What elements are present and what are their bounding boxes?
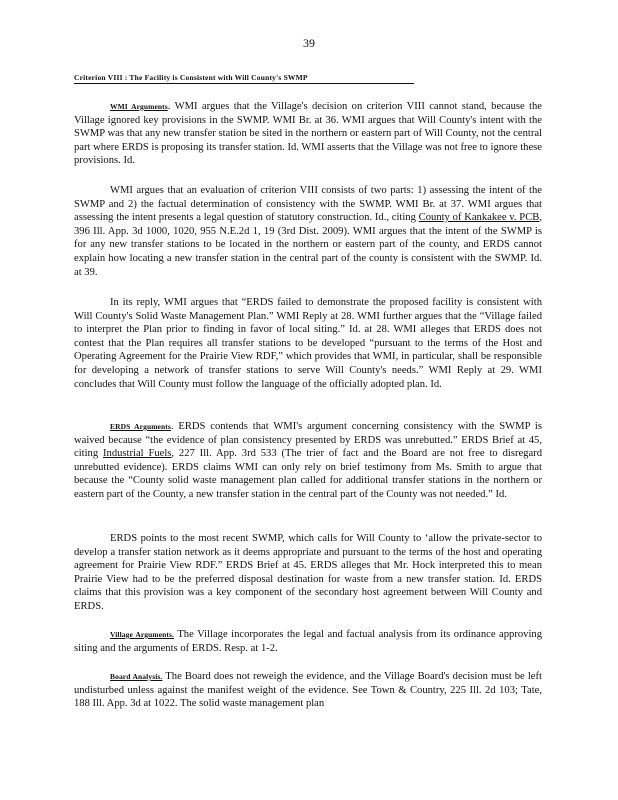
paragraph-text: ERDS points to the most recent SWMP, which calls for Will County to ‘allow the private-sector to develop a transfer station network as it deems appropriate and pursuant to the terms of the host and operating agreement for Prairie View RDF.” ERDS Brief at 45. ERDS alleges that Mr. Hock interpreted this to mean Prairie View had to be the preferred disposal destination for waste from a new transfer station. Id. ERDS claims that this provision was a key component of the secondary host agreement between Will County and ERDS. bbox=[74, 533, 542, 612]
paragraph-lead: ERDS Arguments bbox=[110, 422, 171, 431]
paragraph-text: , 396 Ill. App. 3d 1000, 1020, 955 N.E.2d 1, 19 (3rd Dist. 2009). WMI argues that the intent of the SWMP is for any new transfer stations to be located in the northern or eastern part of the county, and ERDS cannot explain how locating a new transfer station in the central part of the county is consistent with the SWMP. Id. at 39. bbox=[74, 212, 542, 278]
page-number: 39 bbox=[303, 36, 315, 50]
paragraph-erds-arguments bbox=[74, 420, 542, 502]
paragraph-wmi-arguments bbox=[74, 100, 542, 168]
paragraph-text: The Board does not reweigh the evidence, and the Village Board's decision must be left undisturbed unless against the manifest weight of the evidence. See Town & Country, 225 Ill. 2d 103; Tate, 188 Ill. App. 3d at 1022. The solid waste management plan bbox=[74, 671, 542, 710]
paragraph-text: WMI argues that an evaluation of criterion VIII consists of two parts: 1) assessing the intent of the SWMP and 2) the factual determination of consistency with the SWMP. WMI Br. at 37. WMI argues that assessing the intent presents a legal question of statutory construction. Id., citing bbox=[74, 185, 542, 224]
paragraph-lead: Board Analysis. bbox=[110, 672, 163, 681]
paragraph-text: . WMI argues that the Village's decision on criterion VIII cannot stand, because the Village ignored key provisions in the SWMP. WMI Br. at 36. WMI argues that Will County's intent with the SWMP was that any new transfer station be sited in the northern or eastern part of Will County, not the central part where ERDS is proposing its transfer station. Id. WMI asserts that the Village was not free to ignore these provisions. Id. bbox=[74, 101, 542, 167]
case-citation: Industrial Fuels bbox=[103, 448, 172, 460]
paragraph-text: , 227 Ill. App. 3rd 533 (The trier of fact and the Board are not free to disregard unrebutted evidence). ERDS claims WMI can only rely on brief testimony from Ms. Smith to argue that because the “County solid waste management plan called for additional transfer stations in the northern or eastern part of the County, a new transfer station in the central part of the County was not needed.” Id. bbox=[74, 448, 543, 500]
paragraph-lead: WMI Arguments bbox=[110, 102, 168, 111]
paragraph-village-arguments bbox=[74, 628, 542, 655]
paragraph-wmi-reply bbox=[74, 296, 542, 391]
paragraph-criterion-evaluation bbox=[74, 184, 542, 279]
paragraph-text: . ERDS contends that WMI's argument concerning consistency with the SWMP is waived because “the evidence of plan consistency presented by ERDS was unrebutted.” ERDS Brief at 45, citing bbox=[74, 421, 542, 460]
section-heading: Criterion VIII : The Facility is Consistent with Will County's SWMP bbox=[74, 73, 414, 84]
paragraph-erds-swmp bbox=[74, 532, 542, 614]
case-citation: County of Kankakee v. PCB bbox=[418, 212, 540, 224]
paragraph-lead: Village Arguments. bbox=[110, 630, 175, 639]
paragraph-text: The Village incorporates the legal and factual analysis from its ordinance approving siting and the arguments of ERDS. Resp. at 1-2. bbox=[74, 629, 542, 654]
paragraph-text: In its reply, WMI argues that “ERDS failed to demonstrate the proposed facility is consistent with Will County's Solid Waste Management Plan.” WMI Reply at 28. WMI further argues that the “Village failed to interpret the Plan prior to finding in favor of local siting.” Id. at 28. WMI alleges that ERDS does not contest that the Plan requires all transfer stations to be developed “pursuant to the terms of the Host and Operating Agreement for the Prairie View RDF,” which provides that WMI, in particular, shall be responsible for developing a network of transfer stations to serve Will County's needs.” WMI Reply at 29. WMI concludes that Will County must follow the language of the officially adopted plan. Id. bbox=[74, 297, 542, 390]
paragraph-board-analysis bbox=[74, 670, 542, 711]
